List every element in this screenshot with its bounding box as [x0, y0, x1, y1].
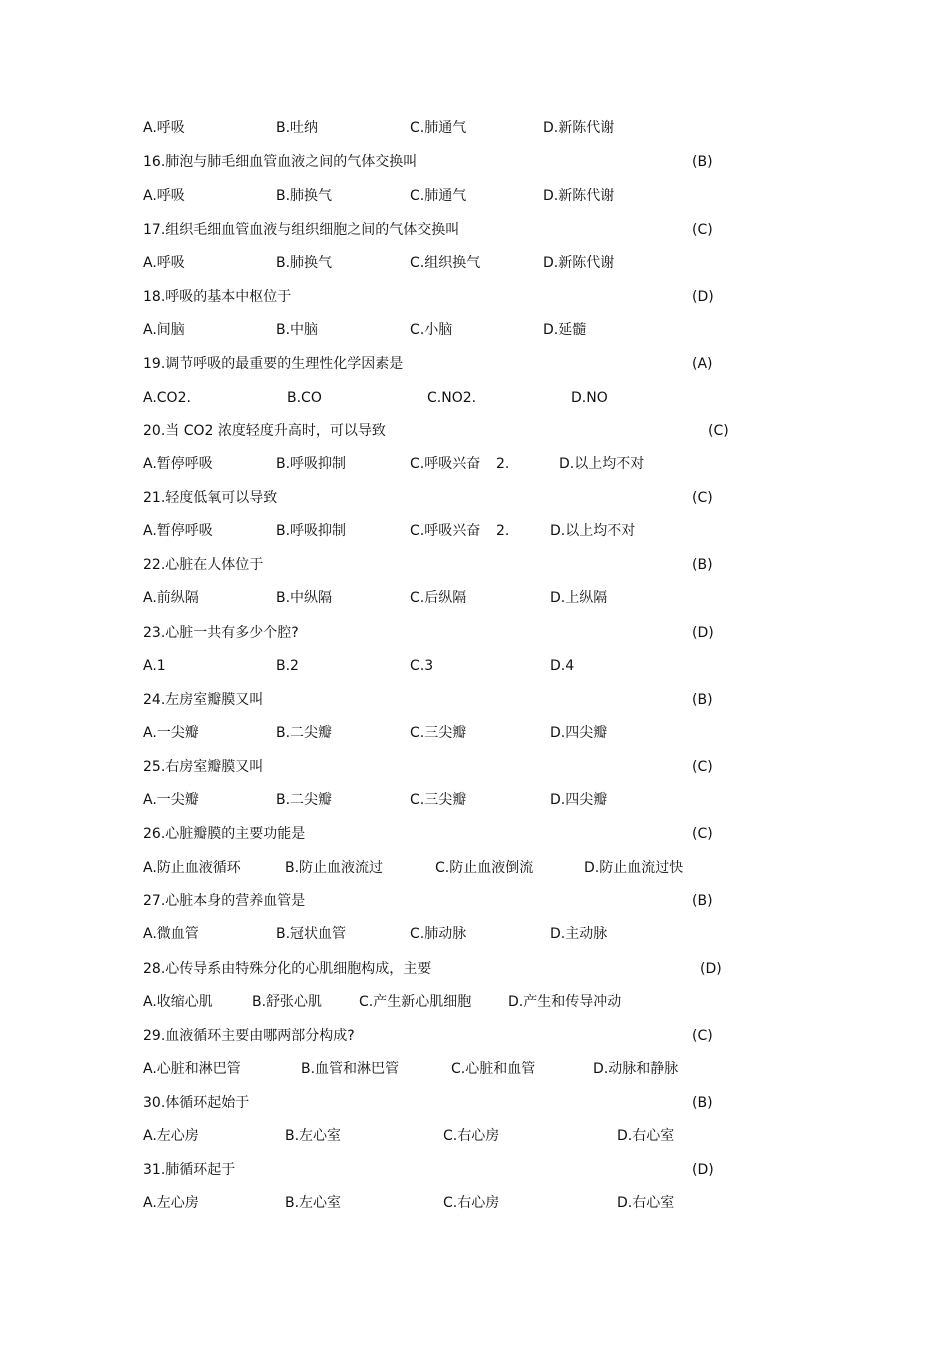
question-text: 21.轻度低氧可以导致 — [143, 490, 278, 506]
option-text: B.肺换气 — [276, 188, 333, 204]
question-text: 19.调节呼吸的最重要的生理性化学因素是 — [143, 356, 404, 372]
question-row — [0, 488, 950, 508]
question-text: 28.心传导系由特殊分化的心肌细胞构成，主要 — [143, 961, 432, 977]
option-text: C.右心房 — [443, 1128, 500, 1144]
answer-key: (C) — [692, 222, 713, 238]
option-text: B.二尖瓣 — [276, 792, 333, 808]
question-row — [0, 1093, 950, 1113]
options-row — [0, 790, 950, 810]
question-row — [0, 421, 950, 441]
option-text: A.呼吸 — [143, 188, 185, 204]
option-text: D.右心室 — [617, 1195, 675, 1211]
answer-key: (D) — [692, 1162, 714, 1178]
option-text: D.新陈代谢 — [543, 255, 615, 271]
question-row — [0, 690, 950, 710]
question-text: 25.右房室瓣膜又叫 — [143, 759, 264, 775]
question-text: 31.肺循环起于 — [143, 1162, 236, 1178]
option-text: A.间脑 — [143, 322, 185, 338]
option-text: D.NO — [571, 390, 608, 406]
option-text: A.前纵隔 — [143, 590, 199, 606]
options-row — [0, 588, 950, 608]
option-text: D.新陈代谢 — [543, 188, 615, 204]
question-row — [0, 757, 950, 777]
answer-key: (C) — [692, 759, 713, 775]
answer-key: (B) — [692, 557, 713, 573]
option-text: B.左心室 — [285, 1195, 342, 1211]
option-text: A.防止血液循环 — [143, 860, 241, 876]
option-text: B.吐纳 — [276, 120, 319, 136]
option-text: C.肺通气 — [410, 120, 467, 136]
option-text: C.小脑 — [410, 322, 453, 338]
answer-key: (A) — [692, 356, 713, 372]
option-text: B.肺换气 — [276, 255, 333, 271]
question-text: 23.心脏一共有多少个腔? — [143, 625, 299, 641]
option-text: A.呼吸 — [143, 120, 185, 136]
options-row — [0, 253, 950, 273]
option-text: D.防止血流过快 — [584, 860, 684, 876]
option-text: D.产生和传导冲动 — [508, 994, 622, 1010]
question-row — [0, 354, 950, 374]
option-text: B.CO — [287, 390, 322, 406]
question-row — [0, 152, 950, 172]
answer-key: (C) — [692, 826, 713, 842]
options-row — [0, 118, 950, 138]
option-text: C.组织换气 — [410, 255, 481, 271]
question-row — [0, 623, 950, 643]
question-text: 27.心脏本身的营养血管是 — [143, 893, 306, 909]
question-row — [0, 891, 950, 911]
options-row — [0, 1059, 950, 1079]
answer-key: (D) — [692, 625, 714, 641]
option-text: C.产生新心肌细胞 — [359, 994, 472, 1010]
options-row — [0, 1193, 950, 1213]
option-text: C.后纵隔 — [410, 590, 467, 606]
option-text: B.冠状血管 — [276, 926, 347, 942]
option-text: C.呼吸兴奋 — [410, 523, 481, 539]
option-text: A.微血管 — [143, 926, 199, 942]
option-text: B.舒张心肌 — [252, 994, 323, 1010]
question-row — [0, 555, 950, 575]
option-text: C.肺通气 — [410, 188, 467, 204]
question-row — [0, 220, 950, 240]
option-text: B.呼吸抑制 — [276, 456, 347, 472]
option-text: D.4 — [550, 658, 575, 674]
options-row — [0, 454, 950, 474]
option-text: B.左心室 — [285, 1128, 342, 1144]
question-text: 29.血液循环主要由哪两部分构成? — [143, 1028, 355, 1044]
options-row — [0, 186, 950, 206]
options-row — [0, 723, 950, 743]
answer-key: (B) — [692, 1095, 713, 1111]
option-text: B.呼吸抑制 — [276, 523, 347, 539]
option-text: D.以上均不对 — [550, 523, 636, 539]
option-text: C.右心房 — [443, 1195, 500, 1211]
option-text: 2. — [496, 456, 510, 472]
option-text: A.心脏和淋巴管 — [143, 1061, 241, 1077]
question-text: 18.呼吸的基本中枢位于 — [143, 289, 292, 305]
question-row — [0, 824, 950, 844]
option-text: D.新陈代谢 — [543, 120, 615, 136]
option-text: B.血管和淋巴管 — [301, 1061, 400, 1077]
options-row — [0, 521, 950, 541]
question-row — [0, 1160, 950, 1180]
question-text: 22.心脏在人体位于 — [143, 557, 264, 573]
question-text: 26.心脏瓣膜的主要功能是 — [143, 826, 306, 842]
options-row — [0, 924, 950, 944]
option-text: A.1 — [143, 658, 166, 674]
option-text: B.防止血液流过 — [285, 860, 384, 876]
options-row — [0, 1126, 950, 1146]
option-text: D.上纵隔 — [550, 590, 608, 606]
option-text: C.肺动脉 — [410, 926, 467, 942]
option-text: D.右心室 — [617, 1128, 675, 1144]
question-row — [0, 1026, 950, 1046]
option-text: C.NO2. — [427, 390, 477, 406]
option-text: D.四尖瓣 — [550, 725, 608, 741]
option-text: A.暂停呼吸 — [143, 456, 213, 472]
options-row — [0, 388, 950, 408]
answer-key: (B) — [692, 692, 713, 708]
option-text: C.三尖瓣 — [410, 725, 467, 741]
answer-key: (C) — [692, 1028, 713, 1044]
options-row — [0, 656, 950, 676]
option-text: A.一尖瓣 — [143, 792, 199, 808]
option-text: D.主动脉 — [550, 926, 608, 942]
option-text: A.左心房 — [143, 1195, 199, 1211]
answer-key: (C) — [692, 490, 713, 506]
option-text: B.中脑 — [276, 322, 319, 338]
option-text: C.防止血液倒流 — [435, 860, 534, 876]
option-text: A.收缩心肌 — [143, 994, 213, 1010]
answer-key: (B) — [692, 154, 713, 170]
option-text: C.三尖瓣 — [410, 792, 467, 808]
option-text: D.四尖瓣 — [550, 792, 608, 808]
answer-key: (D) — [692, 289, 714, 305]
answer-key: (C) — [708, 423, 729, 439]
answer-key: (B) — [692, 893, 713, 909]
option-text: D.以上均不对 — [559, 456, 645, 472]
option-text: A.左心房 — [143, 1128, 199, 1144]
question-text: 30.体循环起始于 — [143, 1095, 250, 1111]
option-text: A.暂停呼吸 — [143, 523, 213, 539]
option-text: A.CO2. — [143, 390, 191, 406]
question-text: 17.组织毛细血管血液与组织细胞之间的气体交换叫 — [143, 222, 460, 238]
option-text: B.2 — [276, 658, 299, 674]
option-text: C.3 — [410, 658, 434, 674]
option-text: C.心脏和血管 — [451, 1061, 536, 1077]
option-text: C.呼吸兴奋 — [410, 456, 481, 472]
option-text: A.呼吸 — [143, 255, 185, 271]
option-text: D.动脉和静脉 — [593, 1061, 679, 1077]
question-text: 16.肺泡与肺毛细血管血液之间的气体交换叫 — [143, 154, 418, 170]
options-row — [0, 858, 950, 878]
question-row — [0, 287, 950, 307]
option-text: B.中纵隔 — [276, 590, 333, 606]
question-text: 20.当 CO2 浓度轻度升高时，可以导致 — [143, 423, 386, 439]
option-text: 2. — [496, 523, 510, 539]
question-row — [0, 959, 950, 979]
options-row — [0, 320, 950, 340]
option-text: D.延髓 — [543, 322, 587, 338]
answer-key: (D) — [700, 961, 722, 977]
question-text: 24.左房室瓣膜又叫 — [143, 692, 264, 708]
options-row — [0, 992, 950, 1012]
option-text: B.二尖瓣 — [276, 725, 333, 741]
option-text: A.一尖瓣 — [143, 725, 199, 741]
